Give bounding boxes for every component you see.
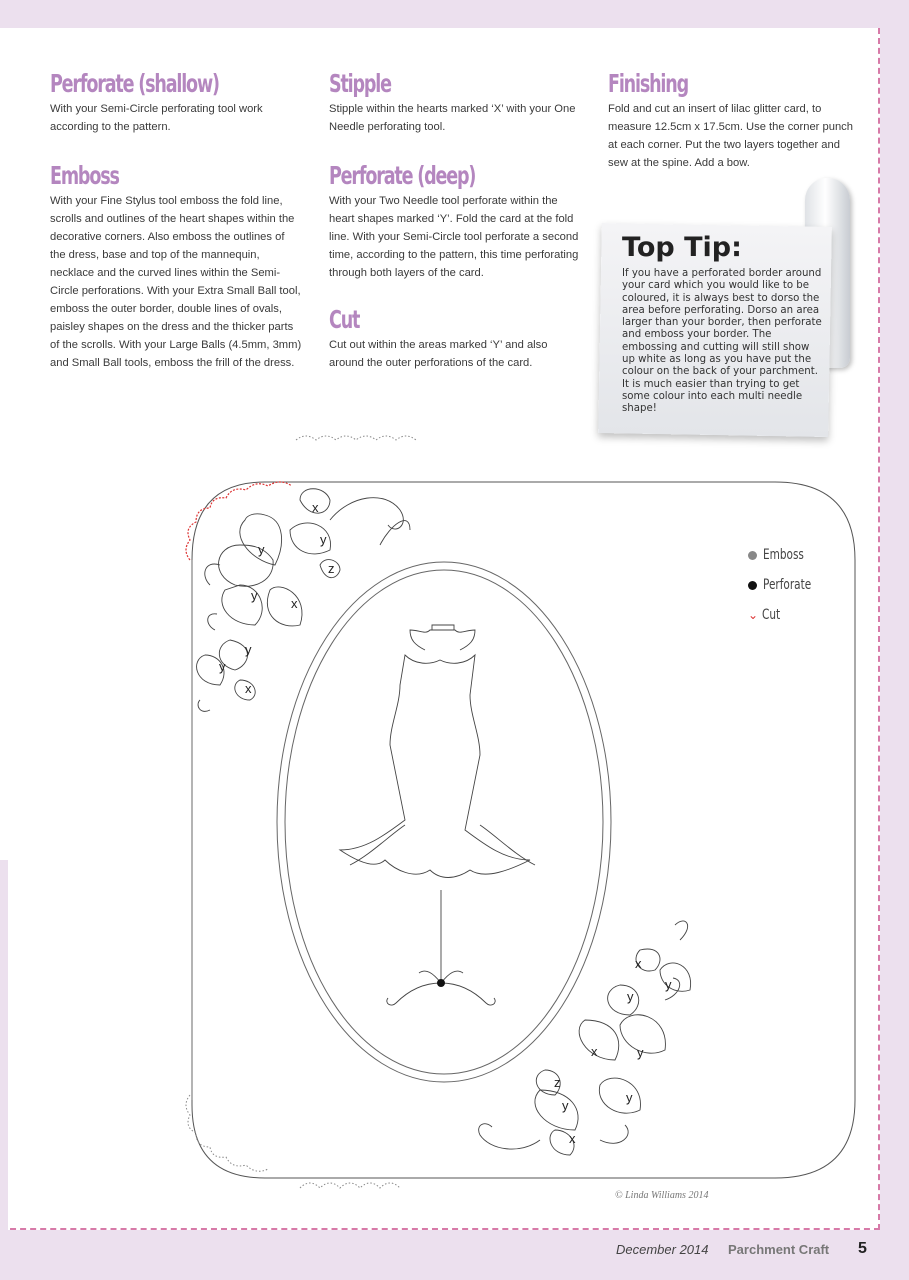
pattern-label-br-1: y	[665, 977, 672, 992]
pattern-label-br-4: y	[637, 1045, 644, 1060]
heading-emboss: Emboss	[50, 161, 119, 190]
top-left-corner-ornament	[197, 489, 410, 712]
heading-stipple: Stipple	[329, 69, 391, 98]
footer-page-number: 5	[858, 1240, 867, 1257]
bottom-right-corner-ornament	[479, 921, 691, 1155]
legend-perforate-label: Perforate	[763, 577, 812, 593]
legend	[748, 540, 827, 630]
cut-chevron-icon: ⌄	[748, 608, 759, 622]
text-emboss: With your Fine Stylus tool emboss the fold line, scrolls and outlines of the heart shapes within the decorative corners. Also emboss the outlines of the dress, base and top of the mannequin, necklace and the curved lines within the Semi-Circle perforations. With your Extra Small Ball tool, emboss the outer border, double lines of ovals, paisley shapes on the dress and the thicker parts of the scrolls. With your Large Balls (4.5mm, 3mm) and Small Ball tools, emboss the frill of the dress.	[50, 195, 302, 369]
text-perforate-deep: With your Two Needle tool perforate within the heart shapes marked ‘Y’. Fold the card at the fold line. With your Semi-Circle tool perforate a second time, according to the pattern, this time perforating through both layers of the card.	[329, 195, 579, 279]
heading-finishing: Finishing	[608, 69, 688, 98]
top-tip-text: If you have a perforated border around your card which you would like to be coloured, it is always best to dorso the area before perforating. Dorso an area larger than your border, then perforate and emboss your border. The embossing and cutting will still show up white as long as you have put the colour on the back of your parchment. It is much easier than trying to get some colour into each multi needle shape!	[622, 268, 822, 415]
pattern-label-tl-7: y	[219, 659, 226, 674]
text-perforate-shallow: With your Semi-Circle perforating tool work according to the pattern.	[50, 103, 263, 133]
pattern-label-br-3: x	[591, 1044, 598, 1059]
top-tip-title: Top Tip:	[622, 232, 742, 263]
footer-date: December 2014	[616, 1242, 709, 1257]
heading-perforate-deep: Perforate (deep)	[329, 161, 476, 190]
pattern-label-br-5: z	[554, 1075, 561, 1090]
dress-mannequin	[340, 625, 535, 1005]
text-finishing: Fold and cut an insert of lilac glitter card, to measure 12.5cm x 17.5cm. Use the corner punch at each corner. Put the two layers together and sew at the spine. Add a bow.	[608, 103, 853, 169]
pattern-label-br-6: y	[626, 1090, 633, 1105]
heading-perforate-shallow: Perforate (shallow)	[50, 69, 219, 98]
pattern-label-tl-3: z	[328, 561, 335, 576]
legend-cut-label: Cut	[762, 607, 781, 623]
text-cut: Cut out within the areas marked ‘Y’ and also around the outer perforations of the card.	[329, 339, 548, 369]
pattern-label-br-7: y	[562, 1098, 569, 1113]
pattern-label-tl-6: y	[245, 642, 252, 657]
pattern-label-tl-0: x	[312, 500, 319, 515]
legend-emboss-label: Emboss	[763, 547, 804, 563]
legend-item-perforate	[748, 570, 827, 600]
legend-item-cut	[748, 600, 827, 630]
pattern-label-br-8: x	[569, 1131, 576, 1146]
pattern-label-tl-2: y	[258, 542, 265, 557]
legend-item-emboss	[748, 540, 827, 570]
pattern-label-tl-8: x	[245, 681, 252, 696]
pattern-label-tl-4: y	[251, 588, 258, 603]
pattern-label-tl-5: x	[291, 596, 298, 611]
text-stipple: Stipple within the hearts marked ‘X’ with your One Needle perforating tool.	[329, 103, 576, 133]
footer	[0, 1240, 909, 1264]
perforate-dot	[437, 979, 445, 987]
emboss-dot-icon	[748, 551, 757, 560]
oval-outer	[277, 562, 611, 1082]
pattern-label-tl-1: y	[320, 532, 327, 547]
heading-cut: Cut	[329, 305, 360, 334]
pattern-label-br-0: x	[635, 956, 642, 971]
oval-inner	[285, 570, 603, 1074]
footer-magazine: Parchment Craft	[728, 1242, 830, 1257]
bottom-perforation-border	[186, 1095, 400, 1188]
perforate-dot-icon	[748, 581, 757, 590]
copyright: © Linda Williams 2014	[615, 1190, 709, 1201]
pattern-label-br-2: y	[627, 989, 634, 1004]
top-perforation-border	[296, 436, 416, 440]
